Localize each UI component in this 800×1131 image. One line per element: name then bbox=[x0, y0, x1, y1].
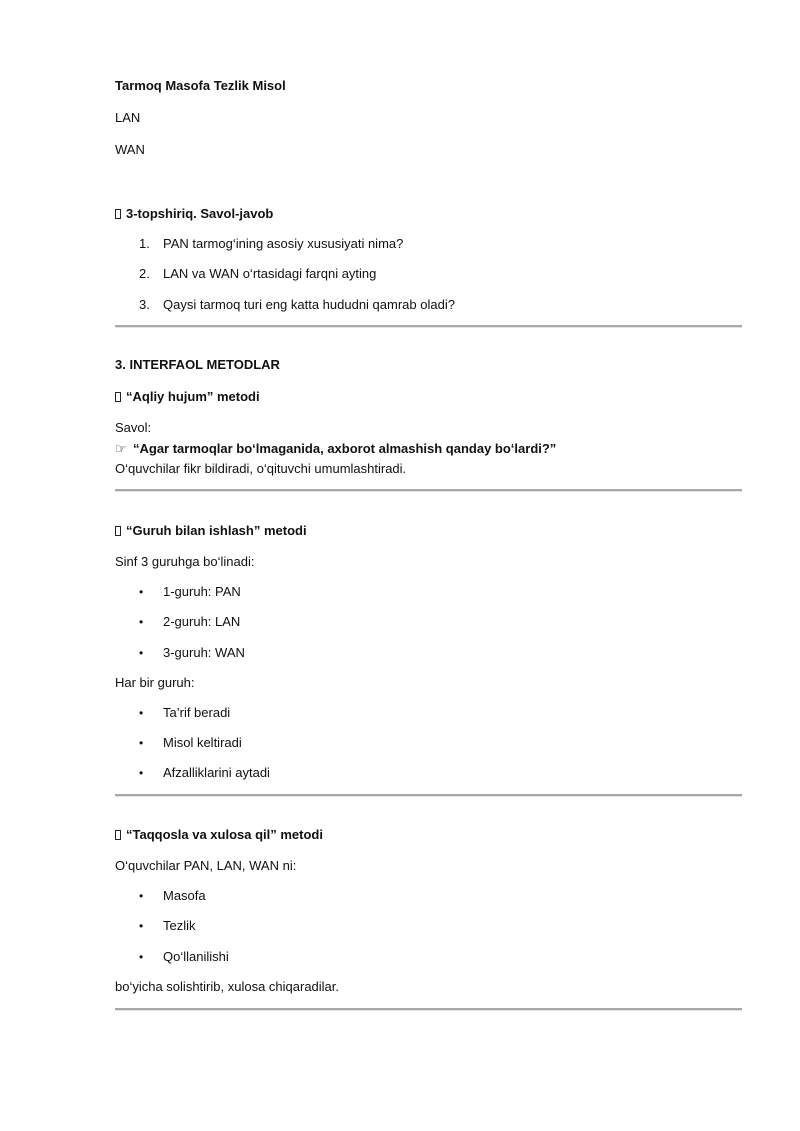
list-item bbox=[115, 266, 742, 282]
brainstorm-heading bbox=[115, 389, 260, 405]
list-item-text: 2-guruh: LAN bbox=[163, 614, 241, 629]
group-tasks-intro: Har bir guruh: bbox=[115, 675, 195, 690]
group-work-intro: Sinf 3 guruhga bo‘linadi: bbox=[115, 554, 255, 569]
list-item-number: 1. bbox=[139, 236, 150, 251]
bullet-icon: • bbox=[139, 646, 144, 660]
list-item bbox=[115, 888, 742, 904]
missing-glyph-box-icon bbox=[115, 392, 121, 402]
brainstorm-note: O‘quvchilar fikr bildiradi, o‘qituvchi umumlashtiradi. bbox=[115, 461, 407, 476]
bullet-icon: • bbox=[139, 706, 144, 720]
task3-heading-text: 3-topshiriq. Savol-javob bbox=[126, 206, 274, 221]
horizontal-divider bbox=[115, 325, 742, 328]
task3-heading bbox=[115, 206, 273, 222]
list-item bbox=[115, 765, 742, 781]
list-item-text: PAN tarmog‘ining asosiy xususiyati nima? bbox=[163, 236, 404, 251]
missing-glyph-box-icon bbox=[115, 526, 121, 536]
group-work-heading-text: “Guruh bilan ishlash” metodi bbox=[126, 523, 307, 538]
savol-label: Savol: bbox=[115, 420, 152, 435]
table-row-wan: WAN bbox=[115, 142, 145, 157]
list-item bbox=[115, 735, 742, 751]
list-item-text: 1-guruh: PAN bbox=[163, 584, 241, 599]
list-item-text: Tezlik bbox=[163, 918, 196, 933]
section-title: 3. INTERFAOL METODLAR bbox=[115, 357, 280, 372]
bullet-icon: • bbox=[139, 950, 144, 964]
document-page bbox=[115, 0, 742, 1131]
bullet-icon: • bbox=[139, 919, 144, 933]
compare-heading bbox=[115, 827, 323, 843]
missing-glyph-box-icon bbox=[115, 209, 121, 219]
bullet-icon: • bbox=[139, 585, 144, 599]
list-item bbox=[115, 918, 742, 934]
bullet-icon: • bbox=[139, 766, 144, 780]
list-item bbox=[115, 297, 742, 313]
list-item-text: 3-guruh: WAN bbox=[163, 645, 245, 660]
compare-conclusion: bo‘yicha solishtirib, xulosa chiqaradilar. bbox=[115, 979, 340, 994]
list-item-text: Masofa bbox=[163, 888, 206, 903]
missing-glyph-box-icon bbox=[115, 830, 121, 840]
list-item bbox=[115, 645, 742, 661]
list-item-text: LAN va WAN o‘rtasidagi farqni ayting bbox=[163, 266, 377, 281]
list-item-text: Qo‘llanilishi bbox=[163, 949, 229, 964]
compare-intro: O‘quvchilar PAN, LAN, WAN ni: bbox=[115, 858, 297, 873]
list-item-text: Qaysi tarmoq turi eng katta hududni qamrab oladi? bbox=[163, 297, 455, 312]
group-work-heading bbox=[115, 523, 307, 539]
list-item-number: 2. bbox=[139, 266, 150, 281]
list-item-number: 3. bbox=[139, 297, 150, 312]
table-row-lan: LAN bbox=[115, 110, 141, 125]
list-item bbox=[115, 705, 742, 721]
brainstorm-question-text: “Agar tarmoqlar bo‘lmaganida, axborot almashish qanday bo‘lardi?” bbox=[133, 441, 557, 456]
brainstorm-question bbox=[115, 441, 556, 458]
list-item-text: Afzalliklarini aytadi bbox=[163, 765, 270, 780]
table-header: Tarmoq Masofa Tezlik Misol bbox=[115, 78, 286, 93]
list-item bbox=[115, 949, 742, 965]
brainstorm-heading-text: “Aqliy hujum” metodi bbox=[126, 389, 260, 404]
list-item-text: Misol keltiradi bbox=[163, 735, 242, 750]
list-item bbox=[115, 236, 742, 252]
bullet-icon: • bbox=[139, 615, 144, 629]
list-item-text: Ta’rif beradi bbox=[163, 705, 231, 720]
horizontal-divider bbox=[115, 1008, 742, 1011]
list-item bbox=[115, 584, 742, 600]
list-item bbox=[115, 614, 742, 630]
pointing-hand-icon: ☞ bbox=[115, 442, 127, 457]
bullet-icon: • bbox=[139, 736, 144, 750]
compare-heading-text: “Taqqosla va xulosa qil” metodi bbox=[126, 827, 323, 842]
horizontal-divider bbox=[115, 489, 742, 492]
horizontal-divider bbox=[115, 794, 742, 797]
bullet-icon: • bbox=[139, 889, 144, 903]
